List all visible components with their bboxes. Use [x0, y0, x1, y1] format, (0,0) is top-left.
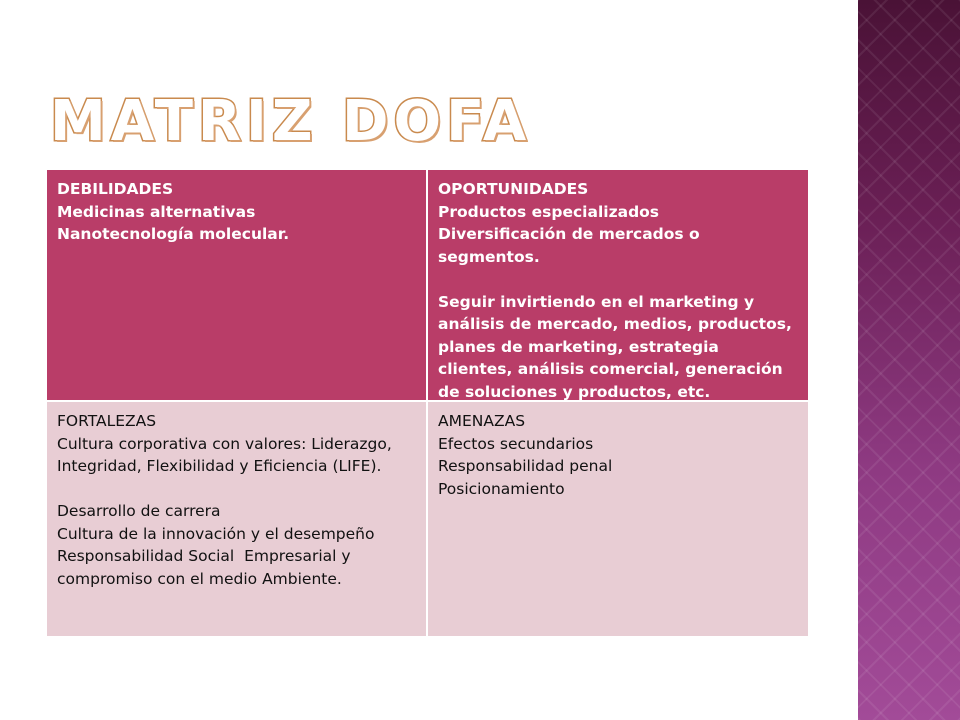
amenazas-item: Efectos secundarios [438, 434, 594, 453]
amenazas-item: Responsabilidad penal [438, 457, 613, 475]
debilidades-item: Nanotecnología molecular. [57, 225, 290, 243]
fortalezas-item: Responsabilidad Social Empresarial y compromiso con el medio Ambiente. [57, 547, 356, 588]
amenazas-item: Posicionamiento [438, 479, 565, 498]
amenazas-cell [428, 402, 808, 636]
oportunidades-cell [428, 170, 808, 402]
slide-title: MATRIZ DOFA [50, 89, 532, 154]
debilidades-heading: DEBILIDADES [57, 180, 174, 198]
debilidades-item: Medicinas alternativas [57, 202, 256, 221]
fortalezas-heading: FORTALEZAS [57, 412, 157, 430]
paragraph-gap [57, 478, 416, 501]
fortalezas-item: Desarrollo de carrera [57, 502, 221, 520]
fortalezas-item: Cultura corporativa con valores: Liderazgo, Integridad, Flexibilidad y Eficiencia (LIFE). [57, 434, 397, 475]
dofa-matrix [47, 170, 808, 636]
side-decorative-band [858, 0, 960, 720]
fortalezas-item: Cultura de la innovación y el desempeño [57, 524, 375, 543]
oportunidades-item: Productos especializados [438, 202, 660, 221]
debilidades-cell [47, 170, 428, 402]
oportunidades-item: Seguir invirtiendo en el marketing y análisis de mercado, medios, productos, planes de marketing, estrategia clientes, análisis comercial, generación de soluciones y productos, etc. [438, 292, 798, 401]
oportunidades-heading: OPORTUNIDADES [438, 180, 589, 198]
amenazas-heading: AMENAZAS [438, 412, 526, 430]
oportunidades-item: Diversificación de mercados o segmentos. [438, 225, 706, 266]
paragraph-gap [438, 268, 798, 291]
fortalezas-cell [47, 402, 428, 636]
